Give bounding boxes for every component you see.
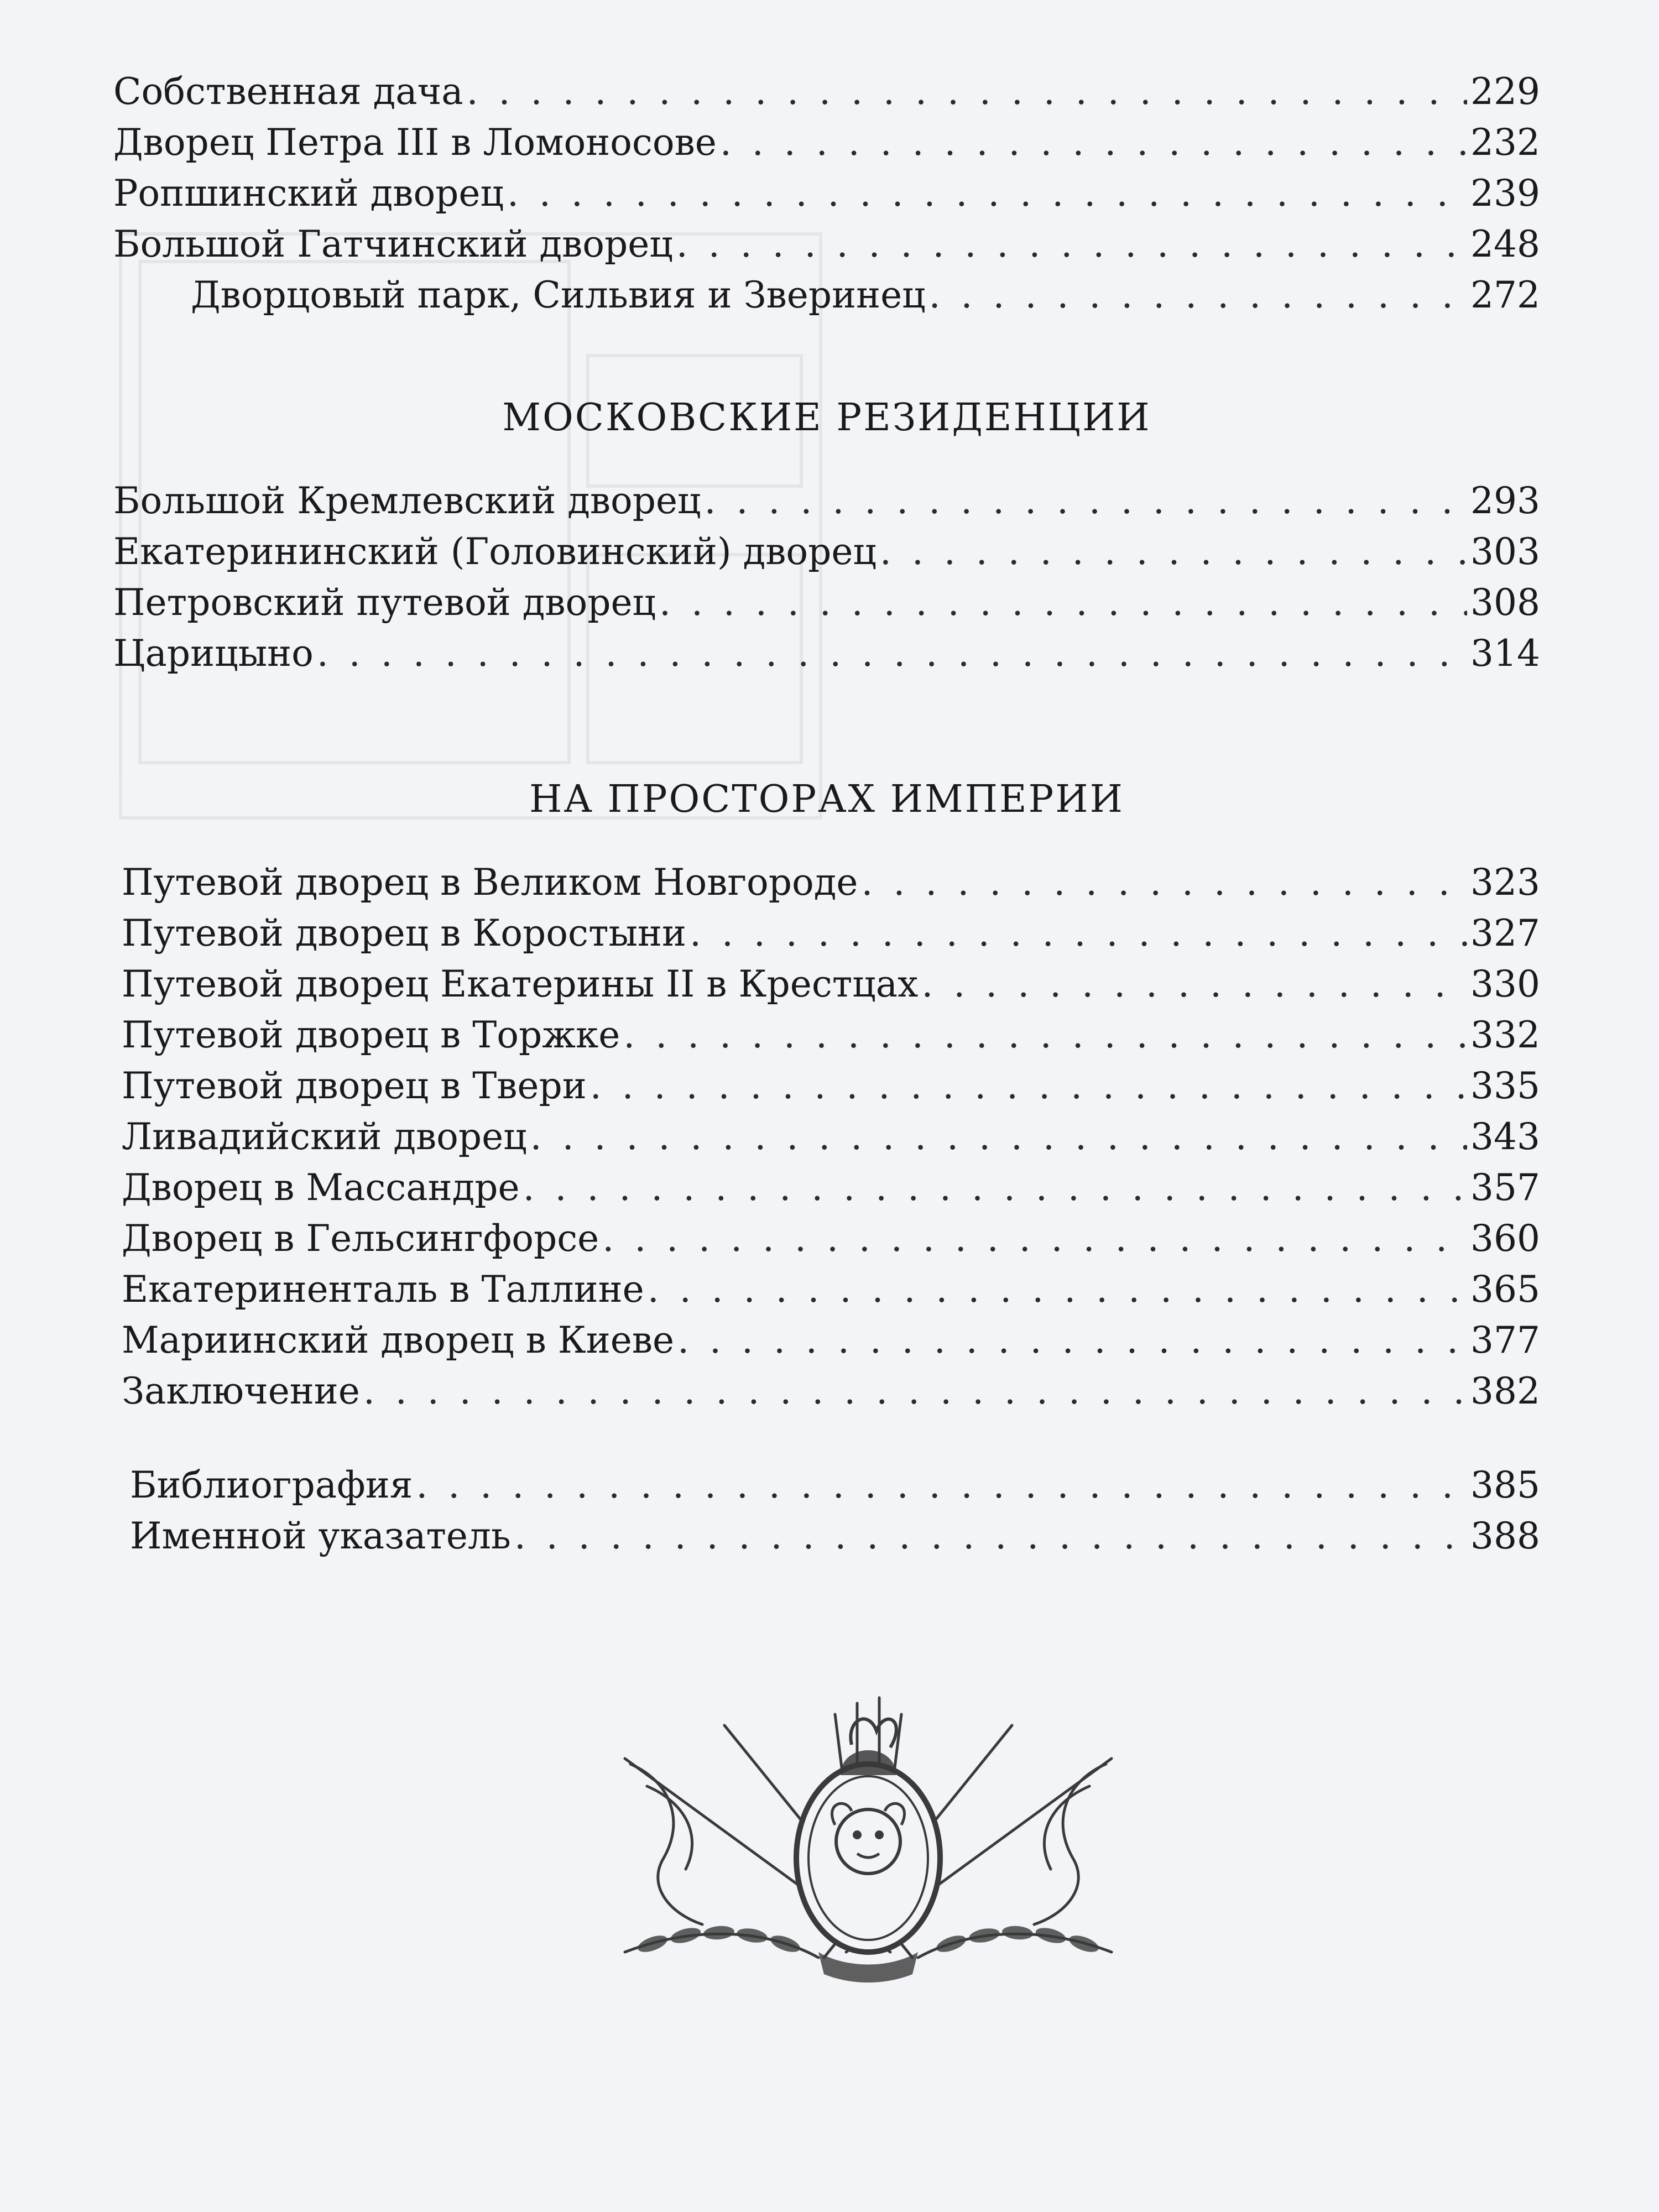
dot-leader [677,1315,1467,1366]
toc-entry-title: Большой Кремлевский дворец [113,479,701,522]
toc-entry-page: 272 [1470,274,1540,316]
toc-entry[interactable] [113,577,1540,628]
toc-entry[interactable] [122,1010,1540,1061]
toc-entry[interactable] [113,526,1540,577]
toc-entry-page: 308 [1470,581,1540,624]
dot-leader [861,857,1467,908]
dot-leader [704,476,1467,526]
toc-entry[interactable] [122,1162,1540,1213]
toc-entry-page: 330 [1470,963,1540,1005]
toc-entry-title: Екатериненталь в Таллине [122,1268,644,1311]
section-heading-moscow: МОСКОВСКИЕ РЕЗИДЕНЦИИ [502,396,1151,440]
section-heading-empire: НА ПРОСТОРАХ ИМПЕРИИ [529,778,1124,821]
dot-leader [590,1061,1467,1112]
dot-leader [929,270,1467,321]
toc-group-moscow [113,476,1540,679]
toc-entry[interactable] [122,1315,1540,1366]
toc-entry[interactable] [113,628,1540,679]
toc-entry[interactable] [130,1460,1540,1511]
dot-leader [623,1010,1467,1061]
toc-entry-page: 314 [1470,632,1540,675]
toc-entry-page: 343 [1470,1115,1540,1158]
toc-entry-title: Большой Гатчинский дворец [113,223,673,265]
toc-entry-title: Путевой дворец в Твери [122,1065,587,1107]
toc-entry-title: Ропшинский дворец [113,172,504,215]
toc-entry-page: 365 [1470,1268,1540,1311]
toc-entry[interactable] [122,959,1540,1010]
dot-leader [467,66,1467,117]
toc-entry-page: 293 [1470,479,1540,522]
toc-entry-page: 332 [1470,1014,1540,1056]
toc-entry-page: 382 [1470,1370,1540,1412]
dot-leader [921,959,1467,1010]
toc-entry-title: Путевой дворец в Великом Новгороде [122,861,858,904]
toc-entry[interactable] [122,1264,1540,1315]
heraldic-trophy-emblem-icon [559,1692,1178,2002]
toc-entry[interactable] [122,1061,1540,1112]
toc-entry-title: Царицыно [113,632,314,675]
toc-entry-title: Екатерининский (Головинский) дворец [113,530,877,573]
toc-entry-page: 327 [1470,912,1540,954]
toc-subentry[interactable] [113,270,1540,321]
dot-leader [648,1264,1467,1315]
dot-leader [523,1162,1467,1213]
toc-group-empire [122,857,1540,1417]
toc-entry-page: 357 [1470,1166,1540,1209]
toc-entry-title: Путевой дворец Екатерины II в Крестцах [122,963,919,1005]
toc-group-continuation [113,66,1540,321]
toc-entry-page: 232 [1470,121,1540,164]
toc-entry-title: Путевой дворец в Торжке [122,1014,620,1056]
dot-leader [720,117,1467,168]
toc-entry[interactable] [122,1112,1540,1162]
toc-entry[interactable] [122,857,1540,908]
toc-entry[interactable] [113,476,1540,526]
toc-entry-title: Мариинский дворец в Киеве [122,1319,675,1361]
toc-entry[interactable] [130,1511,1540,1562]
toc-entry-title: Именной указатель [130,1515,511,1557]
toc-entry-page: 388 [1470,1515,1540,1557]
toc-entry-page: 229 [1470,70,1540,113]
toc-entry-page: 248 [1470,223,1540,265]
toc-entry[interactable] [113,168,1540,219]
toc-entry-title: Дворцовый парк, Сильвия и Зверинец [191,274,926,316]
dot-leader [514,1511,1467,1562]
dot-leader [880,526,1467,577]
dot-leader [416,1460,1467,1511]
toc-entry-title: Библиография [130,1464,413,1506]
toc-entry-page: 377 [1470,1319,1540,1361]
toc-entry-title: Ливадийский дворец [122,1115,527,1158]
toc-entry-title: Петровский путевой дворец [113,581,656,624]
toc-entry-page: 303 [1470,530,1540,573]
toc-entry[interactable] [122,1213,1540,1264]
toc-entry[interactable] [113,117,1540,168]
toc-entry[interactable] [113,66,1540,117]
toc-entry-page: 323 [1470,861,1540,904]
toc-entry-title: Собственная дача [113,70,463,113]
toc-entry-title: Дворец Петра III в Ломоносове [113,121,717,164]
dot-leader [676,219,1467,270]
toc-entry-page: 335 [1470,1065,1540,1107]
dot-leader [659,577,1467,628]
toc-entry[interactable] [113,219,1540,270]
toc-entry-page: 360 [1470,1217,1540,1260]
toc-entry-title: Заключение [122,1370,360,1412]
toc-entry-page: 385 [1470,1464,1540,1506]
toc-entry-title: Дворец в Массандре [122,1166,520,1209]
dot-leader [690,908,1467,959]
toc-entry[interactable] [122,1366,1540,1417]
dot-leader [363,1366,1467,1417]
toc-entry[interactable] [122,908,1540,959]
dot-leader [530,1112,1467,1162]
dot-leader [507,168,1467,219]
toc-entry-page: 239 [1470,172,1540,215]
dot-leader [317,628,1467,679]
toc-group-backmatter [130,1460,1540,1562]
dot-leader [602,1213,1467,1264]
toc-entry-title: Дворец в Гельсингфорсе [122,1217,599,1260]
toc-entry-title: Путевой дворец в Коростыни [122,912,687,954]
